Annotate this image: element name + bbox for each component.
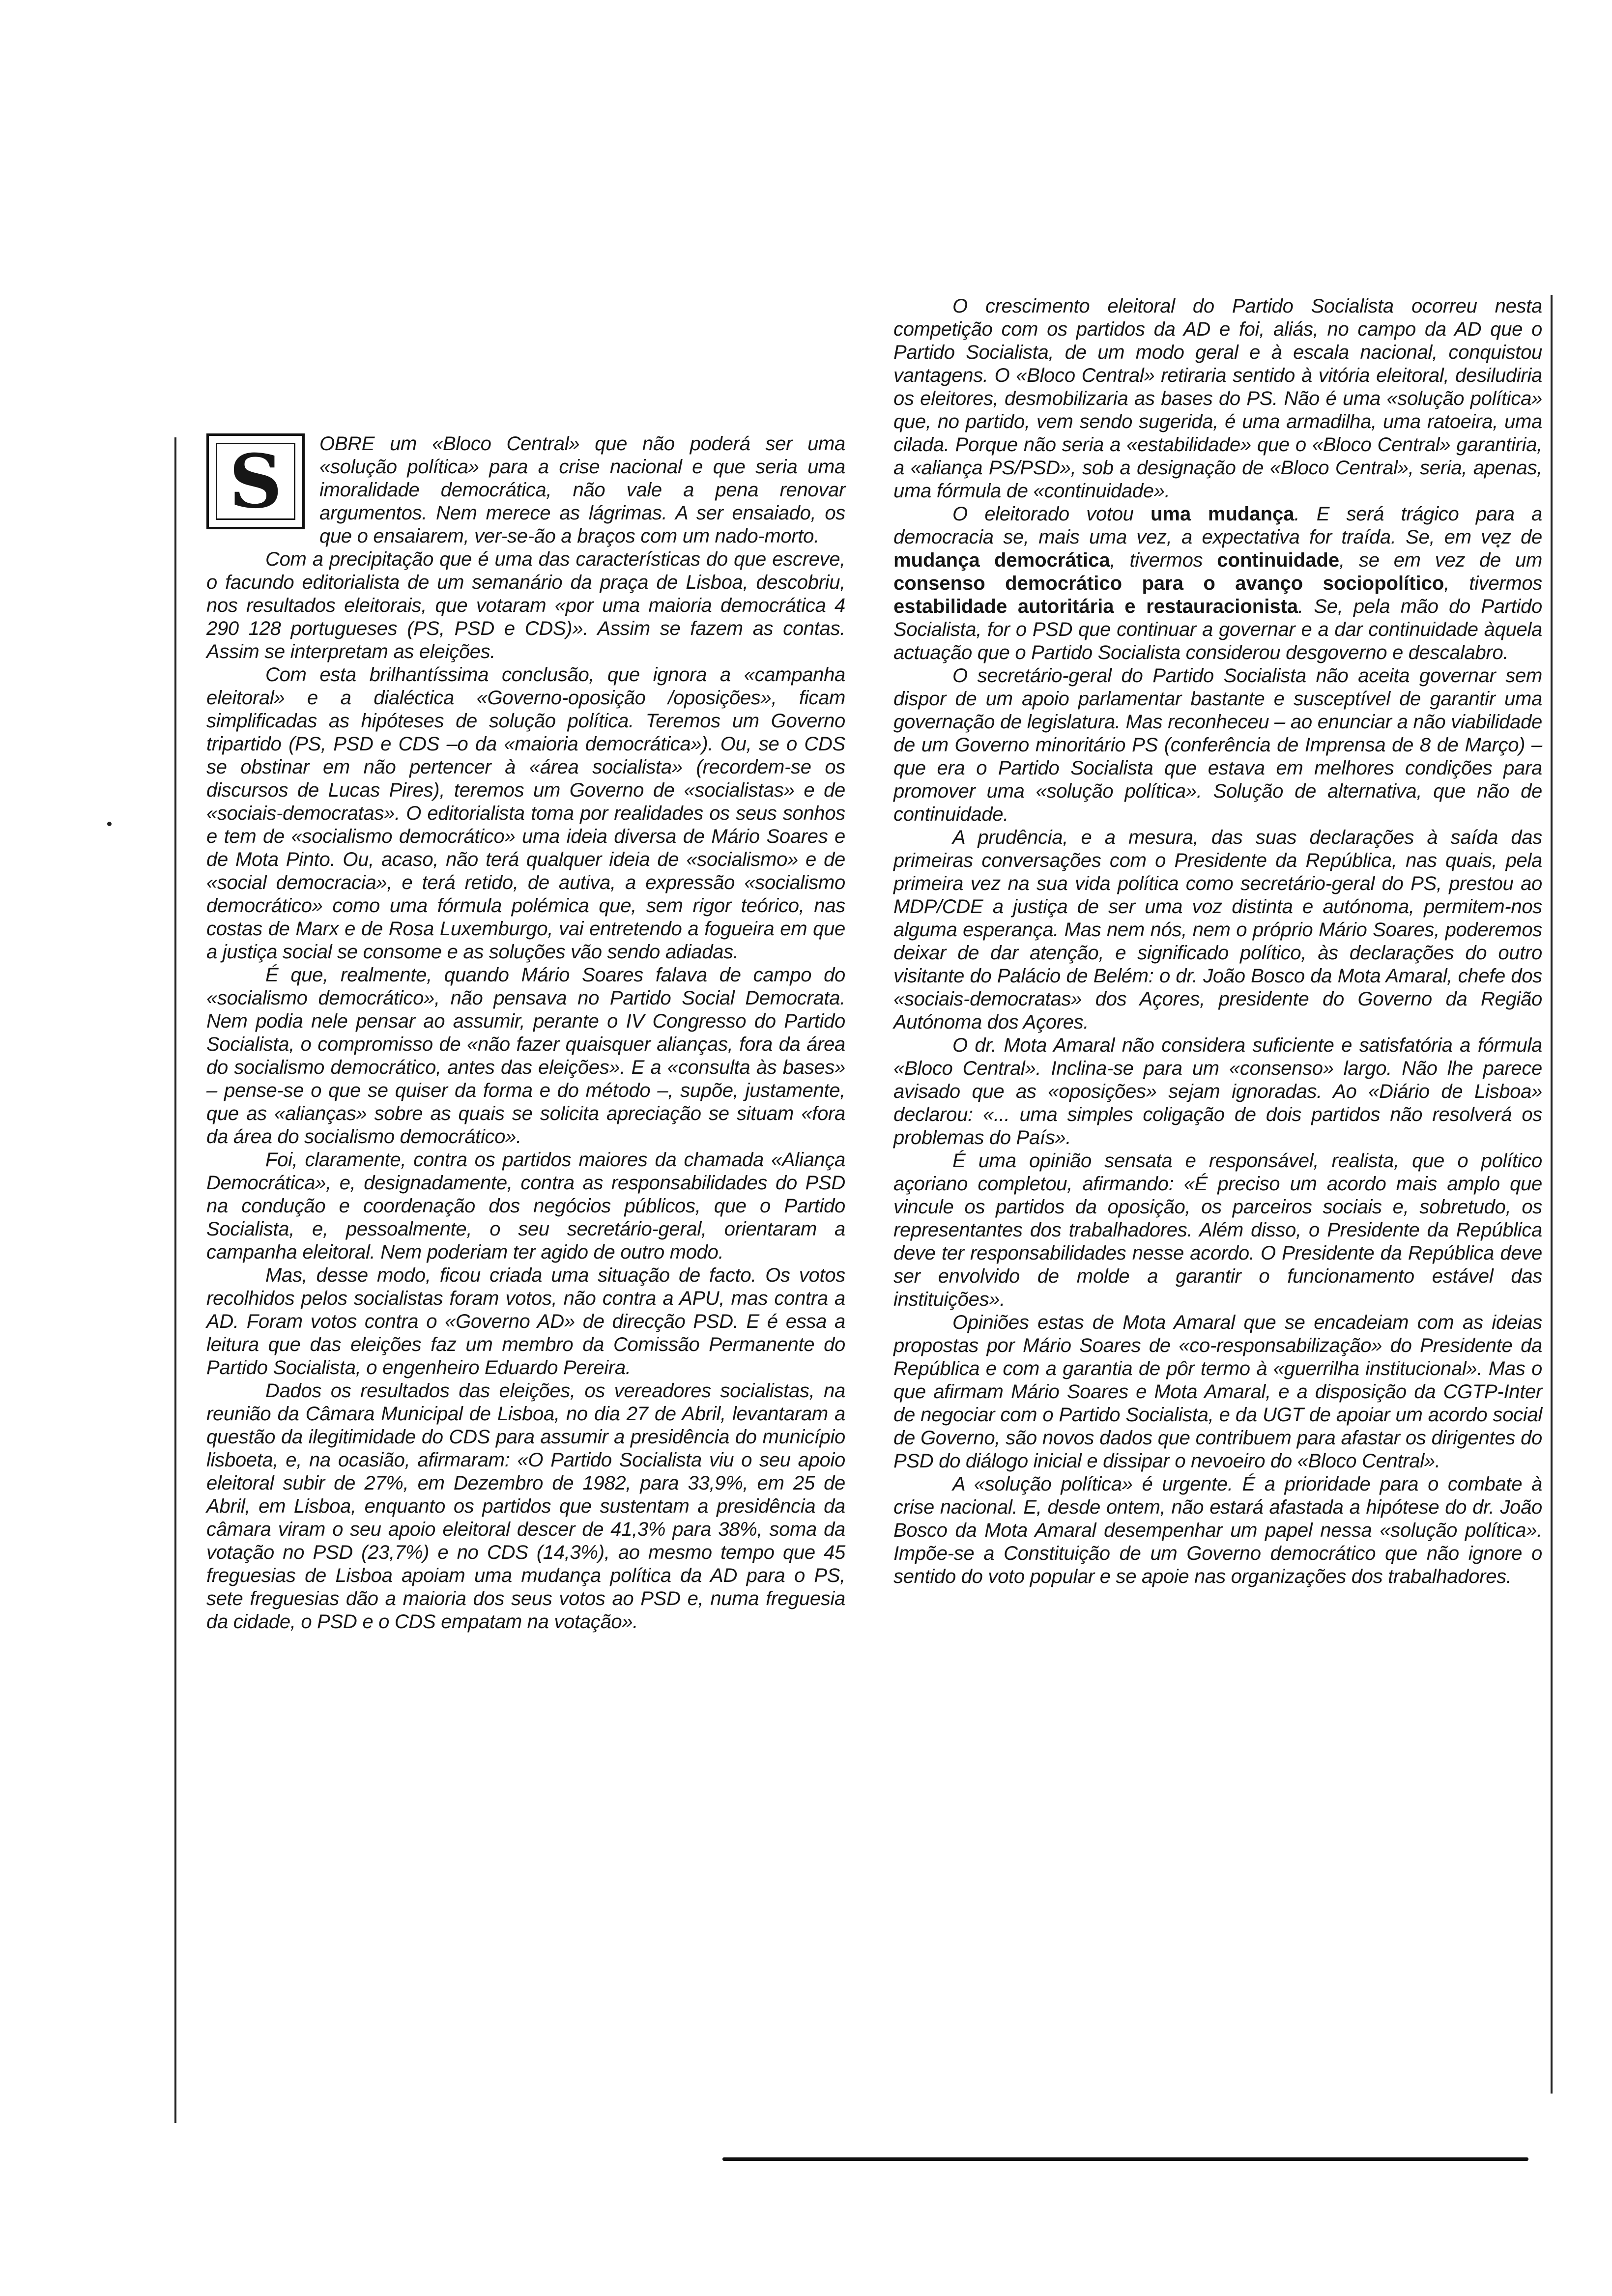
paragraph: Mas, desse modo, ficou criada uma situação de facto. Os votos recolhidos pelos socialistas foram votos, não contra a APU, mas contra a AD. Foram votos contra o «Governo AD» de direcção PSD. E é essa a leitura que das eleições faz um membro da Comissão Permanente do Partido Socialista, o engenheiro Eduardo Pereira. [206,1264,845,1378]
paragraph: É que, realmente, quando Mário Soares falava de campo do «socialismo democrático», não pensava no Partido Social Democrata. Nem podia nele pensar ao assumir, perante o IV Congresso do Partido Socialista, o compromisso de «não fazer quaisquer alianças, fora da área do socialismo democrático, antes das eleições». E a «consulta às bases» – pense-se o que se quiser da forma e do método –, supõe, justamente, que as «alianças» sobre as quais se solicita apreciação se situam «fora da área do socialismo democrático». [206,964,845,1148]
paragraph: OBRE um «Bloco Central» que não poderá ser uma «solução política» para a crise nacional e que seria uma imoralidade democrática, não vale a pena renovar argumentos. Nem merece as lágrimas. A ser ensaiado, os que o ensaiarem, ver-se-ão a braços com um nado-morto. [319,433,845,547]
paragraph: O crescimento eleitoral do Partido Socialista ocorreu nesta competição com os partidos da AD e foi, aliás, no campo da AD que o Partido Socialista, de um modo geral e à escala nacional, conquistou vantagens. O «Bloco Central» retiraria sentido à vitória eleitoral, desiludiria os eleitores, desmobilizaria as bases do PS. Não é uma «solução política» que, no partido, vem sendo sugerida, é uma armadilha, uma ratoeira, uma cilada. Porque não seria a «estabilidade» que o «Bloco Central» garantiria, a «aliança PS/PSD», sob a designação de «Bloco Central», seria, apenas, uma fórmula de «continuidade». [893,295,1542,502]
right-column [893,295,1542,1588]
paragraph: Opiniões estas de Mota Amaral que se encadeiam com as ideias propostas por Mário Soares de «co-responsabilização» do Presidente da República e com a garantia de pôr termo à «guerrilha institucional». Mas o que afirmam Mário Soares e Mota Amaral, e a disposição da CGTP-Inter de negociar com o Partido Socialista, e da UGT de apoiar um acordo social de Governo, são novos dados que contribuem para afastar os dirigentes do PSD do diálogo inicial e dissipar o nevoeiro do «Bloco Central». [893,1312,1542,1472]
drop-cap-letter: S [216,443,295,520]
emphasis: continuidade [1217,549,1340,571]
paragraph: O secretário-geral do Partido Socialista não aceita governar sem dispor de um apoio parlamentar bastante e susceptível de garantir uma governação de legislatura. Mas reconheceu – ao enunciar a não viabilidade de um Governo minoritário PS (conferência de Imprensa de 8 de Março) – que era o Partido Socialista que estava em melhores condições para promover uma «solução política». Solução de alternativa, que não de continuidade. [893,665,1542,825]
paragraph: A prudência, e a mesura, das suas declarações à saída das primeiras conversações com o Presidente da República, nas quais, pela primeira vez na sua vida política como secretário-geral do PS, prestou ao MDP/CDE a justiça de ser uma voz distinta e autónoma, permitem-nos alguma esperança. Mas nem nós, nem o próprio Mário Soares, poderemos deixar de dar atenção, e significado político, às declarações do outro visitante do Palácio de Belém: o dr. João Bosco da Mota Amaral, chefe dos «sociais-democratas» dos Açores, presidente do Governo da Região Autónoma dos Açores. [893,827,1542,1033]
article-end-rule [722,2157,1528,2161]
emphasis: mudança democrática [893,549,1110,571]
emphasis: consenso democrático para o avanço sociopolítico [893,573,1444,594]
left-column-rule [174,437,176,2123]
paragraph: Foi, claramente, contra os partidos maiores da chamada «Aliança Democrática», e, designadamente, contra as responsabilidades do PSD na condução e coordenação dos negócios públicos, que o Partido Socialista, e, pessoalmente, o seu secretário-geral, orientaram a campanha eleitoral. Nem poderiam ter agido de outro modo. [206,1149,845,1263]
emphasis: estabilidade autoritária e restauracionista [893,596,1298,617]
paragraph: Com a precipitação que é uma das características do que escreve, o facundo editorialista de um semanário da praça de Lisboa, descobriu, nos resultados eleitorais, que votaram «por uma maioria democrática 4 290 128 portugueses (PS, PSD e CDS)». Assim se fazem as contas. Assim se interpretam as eleições. [206,548,845,662]
paragraph: A «solução política» é urgente. É a prioridade para o combate à crise nacional. E, desde ontem, não estará afastada a hipótese do dr. João Bosco da Mota Amaral desempenhar um papel nessa «solução política». Impõe-se a Constituição de um Governo democrático que não ignore o sentido do voto popular e se apoie nas organizações dos trabalhadores. [893,1473,1542,1587]
left-column [206,432,845,1634]
paragraph: É uma opinião sensata e responsável, realista, que o político açoriano completou, afirmando: «É preciso um acordo mais amplo que vincule os partidos da oposição, os parceiros sociais e, sobretudo, os representantes dos trabalhadores. Além disso, o Presidente da República deve ter responsabilidades nesse acordo. O Presidente da República deve ser envolvido de molde a garantir o funcionamento estável das instituições». [893,1150,1542,1310]
emphasis: uma mudança [1151,503,1295,525]
right-column-rule [1551,295,1553,2094]
paragraph: Dados os resultados das eleições, os vereadores socialistas, na reunião da Câmara Municipal de Lisboa, no dia 27 de Abril, levantaram a questão da ilegitimidade do CDS para assumir a presidência do município lisboeta, e, na ocasião, afirmaram: «O Partido Socialista viu o seu apoio eleitoral subir de 27%, em Dezembro de 1982, para 33,9%, em 25 de Abril, em Lisboa, enquanto os partidos que sustentam a presidência da câmara viram o seu apoio eleitoral descer de 41,3% para 38%, soma da votação no PSD (23,7%) e no CDS (14,3%), ao mesmo tempo que 45 freguesias de Lisboa apoiam uma mudança política da AD para o PS, sete freguesias dão a maioria dos seus votos ao PSD e, numa freguesia da cidade, o PSD e o CDS empatam na votação». [206,1380,845,1633]
drop-cap [206,433,305,529]
margin-mark [107,822,112,826]
paragraph-emphasis: O eleitorado votou uma mudança. E será trágico para a democracia se, mais uma vez, a expectativa for traída. Se, em vez de mudança democrática, tivermos continuidade, se em vez de um consenso democrático para o avanço sociopolítico, tivermos estabilidade autoritária e restauracionista. Se, pela mão do Partido Socialista, for o PSD que continuar a governar e a dar continuidade àquela actuação que o Partido Socialista considerou desgoverno e descalabro. [893,503,1542,663]
paragraph: Com esta brilhantíssima conclusão, que ignora a «campanha eleitoral» e a dialéctica «Governo-oposição /oposições», ficam simplificadas as hipóteses de solução política. Teremos um Governo tripartido (PS, PSD e CDS –o da «maioria democrática»). Ou, se o CDS se obstinar em não pertencer à «área socialista» (recordem-se os discursos de Lucas Pires), teremos um Governo de «socialistas» e de «sociais-democratas». O editorialista toma por realidades os seus sonhos e tem de «socialismo democrático» uma ideia diversa de Mário Soares e de Mota Pinto. Ou, acaso, não terá qualquer ideia de «socialismo» e de «social democracia», e terá retido, de autiva, a expressão «socialismo democrático» como uma fórmula polémica que, sem rigor teórico, nas costas de Marx e de Rosa Luxemburgo, vai entretendo a fogueira em que a justiça social se consome e as soluções vão sendo adiadas. [206,664,845,963]
paragraph: O dr. Mota Amaral não considera suficiente e satisfatória a fórmula «Bloco Central». Inclina-se para um «consenso» largo. Não lhe parece avisado que as «oposições» sejam ignoradas. Ao «Diário de Lisboa» declarou: «... uma simples coligação de dois partidos não resolverá os problemas do País». [893,1034,1542,1148]
